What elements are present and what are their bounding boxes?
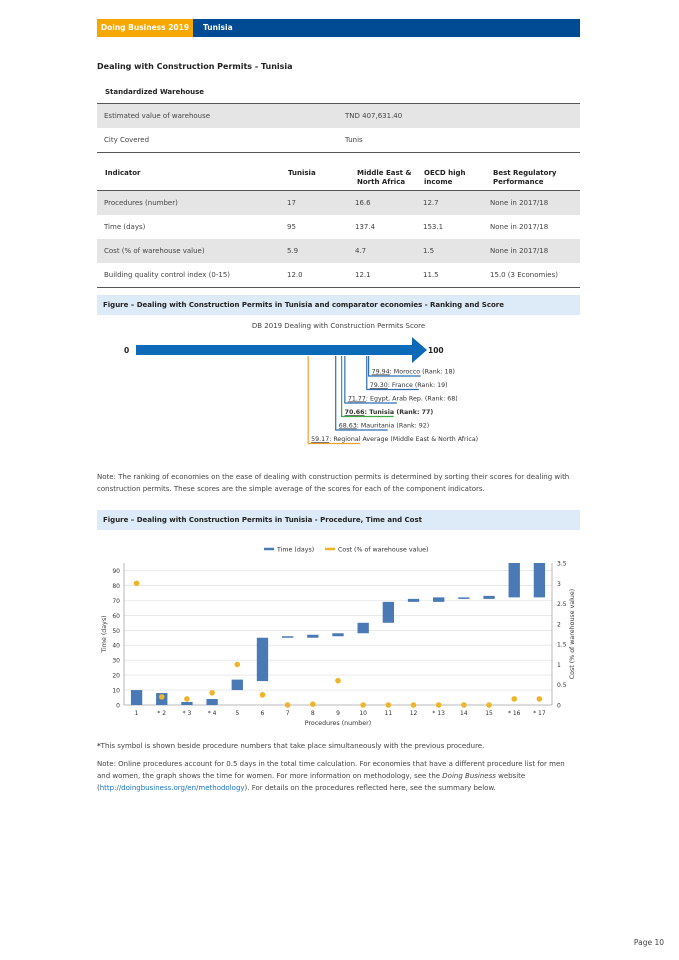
row-value: Tunis — [345, 136, 363, 144]
cost-point — [411, 702, 417, 708]
time-bar — [433, 597, 444, 601]
table-cell: 1.5 — [423, 247, 435, 255]
cost-point — [310, 701, 316, 707]
note-ranking: Note: The ranking of economies on the ease of dealing with construction permits is determined by sorting their scores for dealing with construction permits. These scores are the simple average of the scores for each of the component indicators. — [97, 473, 570, 493]
cost-point — [159, 694, 165, 700]
cost-point — [511, 696, 517, 702]
cost-point — [436, 702, 442, 708]
table-cell: 153.1 — [423, 223, 444, 231]
table-cell: None in 2017/18 — [490, 247, 549, 255]
y2-tick-label: 0 — [557, 702, 561, 710]
time-bar — [534, 563, 545, 597]
cost-point — [260, 692, 266, 698]
score-label: 68.63: Mauritania (Rank: 92) — [338, 422, 430, 430]
report-badge: Doing Business 2019 — [97, 19, 193, 37]
economy-badge: Tunisia — [193, 19, 580, 37]
table-row — [97, 263, 580, 287]
table-cell: 17 — [287, 199, 296, 207]
time-bar — [257, 638, 268, 681]
y-tick-label: 70 — [112, 597, 120, 605]
x-tick-label: 6 — [260, 710, 265, 717]
table-cell: None in 2017/18 — [490, 223, 549, 231]
time-bar — [358, 623, 369, 633]
x-tick-label: 14 — [460, 710, 468, 717]
x-tick-label: * 3 — [182, 710, 192, 717]
row-label: City Covered — [104, 136, 150, 144]
time-bar — [131, 690, 142, 705]
score-label: 59.17: Regional Average (Middle East & North Africa) — [311, 436, 479, 443]
header-economy: Tunisia — [288, 169, 316, 177]
x-tick-label: * 13 — [432, 710, 445, 717]
y2-tick-label: 0.5 — [557, 682, 567, 690]
y2-tick-label: 2 — [557, 621, 561, 629]
indicator-table-header — [97, 160, 580, 194]
asterisk-symbol: * — [97, 742, 101, 750]
table-cell: Cost (% of warehouse value) — [104, 247, 205, 255]
score-max: 100 — [428, 346, 444, 355]
header-region: Middle East & North Africa — [357, 169, 412, 186]
score-label: 79.94: Morocco (Rank: 18) — [371, 368, 455, 376]
page-number: Page 10 — [633, 938, 664, 947]
y-axis-title: Time (days) — [101, 615, 108, 653]
row-value: TND 407,631.40 — [345, 112, 403, 120]
cost-point — [184, 696, 190, 702]
score-figure — [97, 316, 580, 451]
x-tick-label: 11 — [384, 710, 393, 717]
table-row — [97, 215, 580, 239]
time-bar — [408, 599, 419, 602]
time-bar — [332, 633, 343, 636]
legend-label-time: Time (days) — [277, 546, 315, 554]
figure-ranking-heading: Figure – Dealing with Construction Permits in Tunisia and comparator economies - Ranking and Score — [97, 295, 580, 315]
table-cell: 4.7 — [355, 247, 367, 255]
y-tick-label: 0 — [116, 702, 120, 710]
cost-point — [461, 702, 467, 708]
footnote — [97, 740, 580, 752]
cost-point — [537, 696, 543, 702]
table-cell: 5.9 — [287, 247, 299, 255]
y2-tick-label: 3.5 — [557, 560, 567, 568]
cost-point — [360, 702, 366, 708]
legend-label-cost: Cost (% of warehouse value) — [338, 546, 429, 554]
y-tick-label: 20 — [112, 672, 120, 680]
table-row — [97, 191, 580, 215]
cost-point — [134, 580, 140, 586]
x-tick-label: * 4 — [207, 710, 217, 717]
y2-tick-label: 1.5 — [557, 641, 567, 649]
page-title: Dealing with Construction Permits - Tunisia — [97, 62, 293, 71]
table-row — [97, 239, 580, 263]
y-tick-label: 90 — [112, 567, 120, 575]
table-cell: Building quality control index (0-15) — [104, 271, 231, 279]
cost-point — [285, 702, 291, 708]
header-indicator: Indicator — [105, 169, 141, 177]
divider — [97, 152, 580, 153]
time-bar — [383, 602, 394, 623]
y-tick-label: 80 — [112, 582, 120, 590]
header-best: Best Regulatory Performance — [493, 169, 557, 186]
score-marker — [336, 356, 388, 430]
time-bar — [458, 597, 469, 599]
time-bar — [307, 635, 318, 638]
table-cell: 137.4 — [355, 223, 376, 231]
y2-tick-label: 1 — [557, 661, 561, 669]
time-bar — [483, 596, 494, 599]
x-tick-label: 1 — [134, 710, 139, 717]
table-cell: Procedures (number) — [104, 199, 178, 207]
x-tick-label: 7 — [285, 710, 290, 717]
y2-tick-label: 3 — [557, 580, 561, 588]
header-oecd: OECD high income — [424, 169, 466, 186]
y-tick-label: 50 — [112, 627, 120, 635]
y-tick-label: 60 — [112, 612, 120, 620]
table-cell: 95 — [287, 223, 296, 231]
x-tick-label: 10 — [359, 710, 367, 717]
time-bar — [509, 563, 520, 597]
table-row — [97, 128, 580, 152]
table-cell: Time (days) — [104, 223, 146, 231]
time-bar — [206, 699, 217, 705]
y2-tick-label: 2.5 — [557, 601, 567, 609]
y2-axis-title: Cost (% of warehouse value) — [569, 588, 576, 680]
cost-point — [386, 702, 392, 708]
note-methodology: Note: Online procedures account for 0.5 days in the total time calculation. For economies that have a different procedure list for men and women, the graph shows the time for women. For more information on methodology, see the Doing Business website (http://doingbusiness.org/en/methodology). For details on the procedures reflected here, see the summary below. — [97, 760, 565, 792]
table-row — [97, 104, 580, 128]
time-bar — [181, 702, 192, 705]
figure-procedures-heading: Figure – Dealing with Construction Permits in Tunisia - Procedure, Time and Cost — [97, 510, 580, 530]
y-tick-label: 10 — [112, 687, 120, 695]
table-cell: None in 2017/18 — [490, 199, 549, 207]
y-tick-label: 40 — [112, 642, 120, 650]
procedure-time-cost-chart — [97, 536, 580, 736]
footnote-text: This symbol is shown beside procedure numbers that take place simultaneously with the previous procedure. — [100, 742, 485, 750]
methodology-link[interactable]: http://doingbusiness.org/en/methodology — [99, 784, 245, 792]
time-bar — [282, 636, 293, 638]
table-cell: 12.7 — [423, 199, 439, 207]
row-label: Estimated value of warehouse — [104, 112, 211, 120]
score-arrow — [136, 337, 427, 363]
table-cell: 11.5 — [423, 271, 439, 279]
table-cell: 12.1 — [355, 271, 371, 279]
x-tick-label: 15 — [485, 710, 493, 717]
score-label: 79.30: France (Rank: 19) — [369, 382, 448, 389]
table-cell: 12.0 — [287, 271, 303, 279]
x-tick-label: * 2 — [157, 710, 167, 717]
standardized-heading: Standardized Warehouse — [105, 88, 205, 96]
x-tick-label: 9 — [336, 710, 340, 717]
time-bar — [232, 680, 243, 690]
table-cell: 15.0 (3 Economies) — [490, 271, 558, 279]
cost-point — [234, 662, 240, 668]
y-tick-label: 30 — [112, 657, 120, 665]
x-axis-title: Procedures (number) — [304, 720, 372, 727]
cost-point — [209, 690, 215, 696]
x-tick-label: * 16 — [507, 710, 521, 717]
cost-point — [335, 678, 341, 684]
x-tick-label: 5 — [235, 710, 240, 717]
score-label: 70.66: Tunisia (Rank: 77) — [344, 409, 434, 416]
x-tick-label: * 17 — [533, 710, 546, 717]
table-cell: 16.6 — [355, 199, 371, 207]
score-min: 0 — [124, 346, 130, 355]
score-caption: DB 2019 Dealing with Construction Permits Score — [251, 322, 426, 330]
divider — [97, 287, 580, 288]
score-label: 71.77: Egypt, Arab Rep. (Rank: 68) — [347, 395, 458, 403]
cost-point — [486, 702, 492, 708]
x-tick-label: 8 — [310, 710, 315, 717]
x-tick-label: 12 — [409, 710, 418, 717]
